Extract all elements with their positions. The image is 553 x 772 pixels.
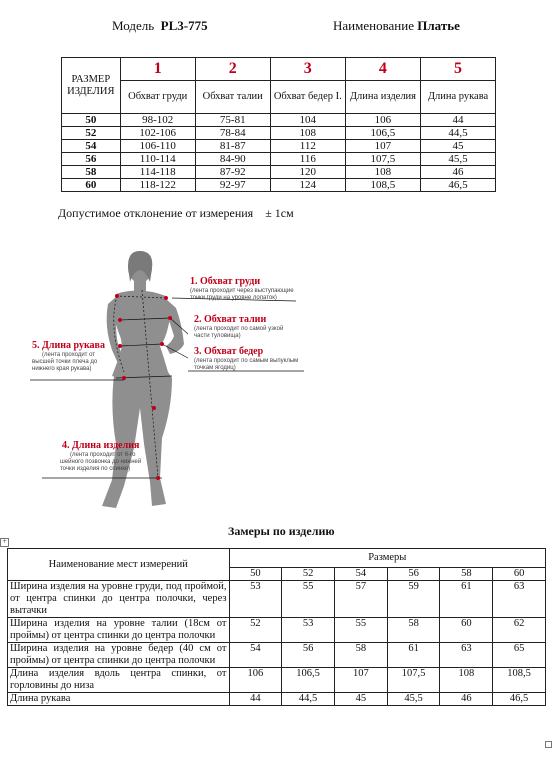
annotation-2-note: (лента проходит по самой узкой: [194, 326, 284, 332]
value-cell: 107,5: [345, 153, 420, 166]
size-row: [62, 179, 496, 192]
value-cell: 108: [270, 127, 345, 140]
size-row: [62, 127, 496, 140]
value-cell: 120: [270, 166, 345, 179]
measure-value: 44,5: [282, 693, 335, 706]
size-cell: 58: [62, 166, 121, 179]
measure-row: [8, 618, 546, 643]
name-prefix: Наименование: [333, 18, 414, 33]
column-header: Обхват груди: [120, 81, 195, 114]
size-column-header: 50: [229, 568, 282, 581]
measures-table: [7, 548, 546, 706]
sizes-header: Размеры: [229, 549, 545, 568]
value-cell: 92-97: [195, 179, 270, 192]
measure-value: 44: [229, 693, 282, 706]
value-cell: 116: [270, 153, 345, 166]
value-cell: 106-110: [120, 140, 195, 153]
product-name-label: [333, 18, 460, 34]
measure-value: 52: [229, 618, 282, 643]
column-number: 4: [345, 58, 420, 81]
measurement-figure: [20, 248, 340, 513]
size-cell: 52: [62, 127, 121, 140]
value-cell: 107: [345, 140, 420, 153]
value-cell: 78-84: [195, 127, 270, 140]
value-cell: 106,5: [345, 127, 420, 140]
annotation-5-title: 5. Длина рукава: [32, 340, 105, 351]
column-header: Длина рукава: [421, 81, 496, 114]
model-label: [112, 18, 208, 34]
value-cell: 108: [345, 166, 420, 179]
annotation-5-note: высшей точки плеча до: [32, 359, 98, 365]
annotation-4-note: точки изделия по спинке): [60, 466, 131, 472]
annotation-1-note: точки груди на уровне лопаток): [190, 295, 277, 301]
value-cell: 98-102: [120, 114, 195, 127]
size-cell: 56: [62, 153, 121, 166]
tolerance-text: Допустимое отклонение от измерения: [58, 206, 254, 220]
measure-row: [8, 668, 546, 693]
column-number: 5: [421, 58, 496, 81]
annotation-3-note: (лента проходит по самым выпуклым: [194, 358, 299, 364]
measure-value: 58: [387, 618, 440, 643]
measures-rows: [8, 581, 546, 706]
table-resize-handle[interactable]: [545, 741, 552, 748]
column-header: Длина изделия: [345, 81, 420, 114]
measure-value: 46,5: [493, 693, 546, 706]
measure-value: 107,5: [387, 668, 440, 693]
value-cell: 46,5: [421, 179, 496, 192]
measure-value: 45: [334, 693, 387, 706]
value-cell: 112: [270, 140, 345, 153]
annotation-3-title: 3. Обхват бедер: [194, 346, 264, 357]
measure-value: 106,5: [282, 668, 335, 693]
model-code: PL3-775: [160, 18, 208, 33]
column-header: Обхват бедер I.: [270, 81, 345, 114]
annotation-4-note: шейного позвонка до нижней: [60, 459, 142, 465]
value-cell: 44,5: [421, 127, 496, 140]
table-anchor-icon[interactable]: +: [1, 538, 8, 545]
size-row: [62, 140, 496, 153]
measure-value: 55: [282, 581, 335, 618]
measure-value: 63: [493, 581, 546, 618]
value-cell: 124: [270, 179, 345, 192]
value-cell: 104: [270, 114, 345, 127]
value-cell: 45,5: [421, 153, 496, 166]
measure-value: 53: [229, 581, 282, 618]
size-rows: [62, 114, 496, 192]
measure-value: 62: [493, 618, 546, 643]
measure-value: 61: [387, 643, 440, 668]
value-cell: 108,5: [345, 179, 420, 192]
size-column-header: 58: [440, 568, 493, 581]
size-cell: 54: [62, 140, 121, 153]
tolerance-value: ± 1см: [265, 206, 294, 220]
annotation-2-note: части туловища): [194, 333, 241, 339]
measure-value: 54: [229, 643, 282, 668]
value-cell: 102-106: [120, 127, 195, 140]
size-column-header: 54: [334, 568, 387, 581]
measure-row: [8, 693, 546, 706]
annotation-1-note: (лента проходит через выступающие: [190, 288, 294, 294]
measure-label: Длина изделия вдоль центра спинки, от горловины до низа: [8, 668, 230, 693]
size-column-header: 56: [387, 568, 440, 581]
measure-value: 45,5: [387, 693, 440, 706]
model-prefix: Модель: [112, 18, 155, 33]
measure-label: Ширина изделия на уровне груди, под проймой, от центра спинки до центра полочки, через вытачки: [8, 581, 230, 618]
measure-value: 46: [440, 693, 493, 706]
size-row: [62, 166, 496, 179]
column-number: 1: [120, 58, 195, 81]
measure-value: 63: [440, 643, 493, 668]
measure-label: Ширина изделия на уровне бедер (40 см от проймы) от центра спинки до центра полочки: [8, 643, 230, 668]
measure-value: 59: [387, 581, 440, 618]
size-column-header: 52: [282, 568, 335, 581]
value-cell: 46: [421, 166, 496, 179]
annotation-5-note: (лента проходит от: [42, 352, 96, 358]
value-cell: 87-92: [195, 166, 270, 179]
tolerance-note: [58, 206, 294, 221]
annotation-4-note: (лента проходит от 6-го: [70, 452, 136, 458]
measure-value: 61: [440, 581, 493, 618]
measure-value: 53: [282, 618, 335, 643]
value-cell: 45: [421, 140, 496, 153]
value-cell: 84-90: [195, 153, 270, 166]
size-cell: 50: [62, 114, 121, 127]
value-cell: 81-87: [195, 140, 270, 153]
measure-value: 57: [334, 581, 387, 618]
measure-value: 56: [282, 643, 335, 668]
measure-value: 108,5: [493, 668, 546, 693]
value-cell: 44: [421, 114, 496, 127]
column-number: 2: [195, 58, 270, 81]
measure-value: 55: [334, 618, 387, 643]
measure-value: 65: [493, 643, 546, 668]
annotation-5-note: нижнего края рукава): [32, 366, 92, 372]
measure-value: 108: [440, 668, 493, 693]
measure-row: [8, 581, 546, 618]
value-cell: 75-81: [195, 114, 270, 127]
value-cell: 106: [345, 114, 420, 127]
size-cell: 60: [62, 179, 121, 192]
product-name: Платье: [417, 18, 460, 33]
column-header: Обхват талии: [195, 81, 270, 114]
value-cell: 118-122: [120, 179, 195, 192]
measure-value: 60: [440, 618, 493, 643]
place-header: Наименование мест измерений: [8, 549, 230, 581]
annotation-2-title: 2. Обхват талии: [194, 314, 267, 325]
measure-label: Ширина изделия на уровне талии (18см от проймы) от центра спинки до центра полочки: [8, 618, 230, 643]
size-row: [62, 153, 496, 166]
measure-label: Длина рукава: [8, 693, 230, 706]
measures-title: Замеры по изделию: [228, 524, 335, 538]
size-header: РАЗМЕР ИЗДЕЛИЯ: [62, 58, 121, 114]
measure-value: 58: [334, 643, 387, 668]
value-cell: 110-114: [120, 153, 195, 166]
measure-value: 107: [334, 668, 387, 693]
size-table: [61, 57, 496, 192]
column-number: 3: [270, 58, 345, 81]
measure-value: 106: [229, 668, 282, 693]
size-column-header: 60: [493, 568, 546, 581]
size-row: [62, 114, 496, 127]
annotation-3-note: точкам ягодиц): [194, 365, 236, 371]
value-cell: 114-118: [120, 166, 195, 179]
annotation-4-title: 4. Длина изделия: [62, 440, 140, 451]
annotation-1-title: 1. Обхват груди: [190, 276, 261, 287]
measure-row: [8, 643, 546, 668]
